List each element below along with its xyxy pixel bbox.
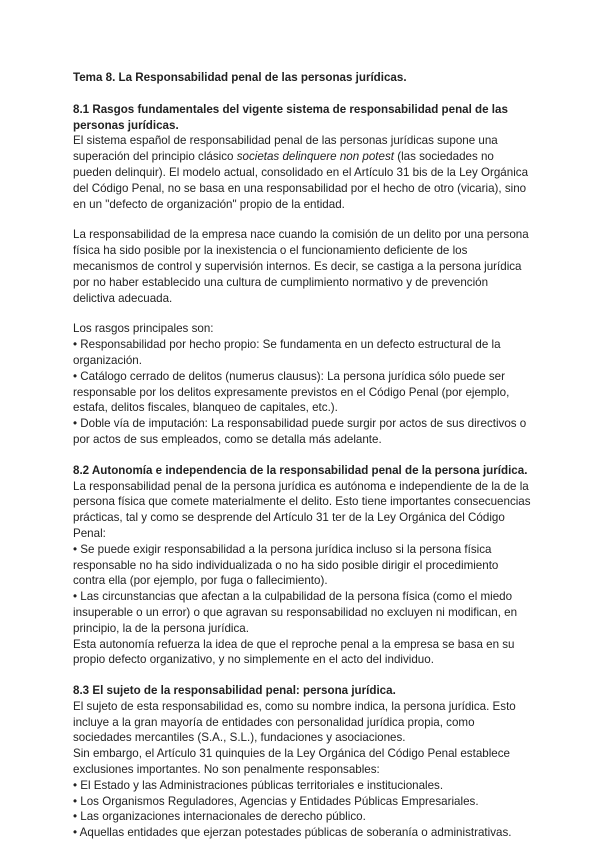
list-item: • El Estado y las Administraciones públicas territoriales e institucionales. xyxy=(73,778,444,792)
section-8-1 xyxy=(73,102,531,448)
paragraph-text: El sistema español de responsabilidad penal de las personas jurídicas supone una superación del principio clásico xyxy=(73,134,498,164)
section-8-2 xyxy=(73,463,531,668)
paragraph-text: (las sociedades no pueden delinquir). El modelo actual, consolidado en el Artículo 31 bis de la Ley Orgánica del Código Penal, no se basa en una responsabilidad por el hecho de otro (vicaria), sino en un "defecto de organización" propio de la entidad. xyxy=(73,150,529,211)
section-heading: 8.2 Autonomía e independencia de la responsabilidad penal de la persona jurídica. xyxy=(73,463,528,477)
paragraph: Esta autonomía refuerza la idea de que el reproche penal a la empresa se basa en su propio defecto organizativo, y no simplemente en el acto del individuo. xyxy=(73,637,515,667)
paragraph: Los rasgos principales son: xyxy=(73,322,214,336)
section-heading: 8.1 Rasgos fundamentales del vigente sistema de responsabilidad penal de las personas jurídicas. xyxy=(73,102,508,132)
list-item: • Las organizaciones internacionales de derecho público. xyxy=(73,810,366,824)
latin-phrase: societas delinquere non potest xyxy=(236,150,394,164)
list-item: • Catálogo cerrado de delitos (numerus clausus): La persona jurídica sólo puede ser responsable por los delitos expresamente previstos en el Código Penal (por ejemplo, estafa, delitos fiscales, blanqueo de capitales, etc.). xyxy=(73,369,510,415)
list-item: • Doble vía de imputación: La responsabilidad puede surgir por actos de sus directivos o por actos de sus empleados, como se detalla más adelante. xyxy=(73,417,527,446)
list-item: • Las circunstancias que afectan a la culpabilidad de la persona física (como el miedo insuperable o un error) o que agravan su responsabilidad no excluyen ni modifican, en principio, la de la persona jurídica. xyxy=(73,590,518,635)
paragraph: La responsabilidad de la empresa nace cuando la comisión de un delito por una persona física ha sido posible por la inexistencia o el funcionamiento deficiente de los mecanismos de control y supervisión internos. Es decir, se castiga a la persona jurídica por no haber establecido una cultura de cumplimiento normativo y de prevención delictiva adecuada. xyxy=(73,228,529,305)
document-title: Tema 8. La Responsabilidad penal de las personas jurídicas. xyxy=(73,71,407,84)
section-8-3 xyxy=(73,683,531,841)
paragraph: Sin embargo, el Artículo 31 quinquies de la Ley Orgánica del Código Penal establece exclusiones importantes. No son penalmente responsables: xyxy=(73,747,510,777)
list-item: • Se puede exigir responsabilidad a la persona jurídica incluso si la persona física responsable no ha sido individualizada o no ha sido posible dirigir el procedimiento contra ella (por ejemplo, por fuga o fallecimiento). xyxy=(73,542,499,588)
document-page xyxy=(73,70,531,841)
list-item: • Los Organismos Reguladores, Agencias y Entidades Públicas Empresariales. xyxy=(73,794,479,808)
paragraph: El sujeto de esta responsabilidad es, como su nombre indica, la persona jurídica. Esto incluye a la gran mayoría de entidades con personalidad jurídica propia, como sociedades mercantiles (S.A., S.L.), fundaciones y asociaciones. xyxy=(73,699,516,745)
section-heading: 8.3 El sujeto de la responsabilidad penal: persona jurídica. xyxy=(73,684,396,698)
list-item: • Aquellas entidades que ejerzan potestades públicas de soberanía o administrativas. xyxy=(73,826,512,840)
paragraph xyxy=(73,133,531,212)
list-item: • Responsabilidad por hecho propio: Se fundamenta en un defecto estructural de la organización. xyxy=(73,338,501,367)
paragraph: La responsabilidad penal de la persona jurídica es autónoma e independiente de la de la persona física que comete materialmente el delito. Esto tiene importantes consecuencias prácticas, tal y como se desprende del Artículo 31 ter de la Ley Orgánica del Código Penal: xyxy=(73,479,531,540)
